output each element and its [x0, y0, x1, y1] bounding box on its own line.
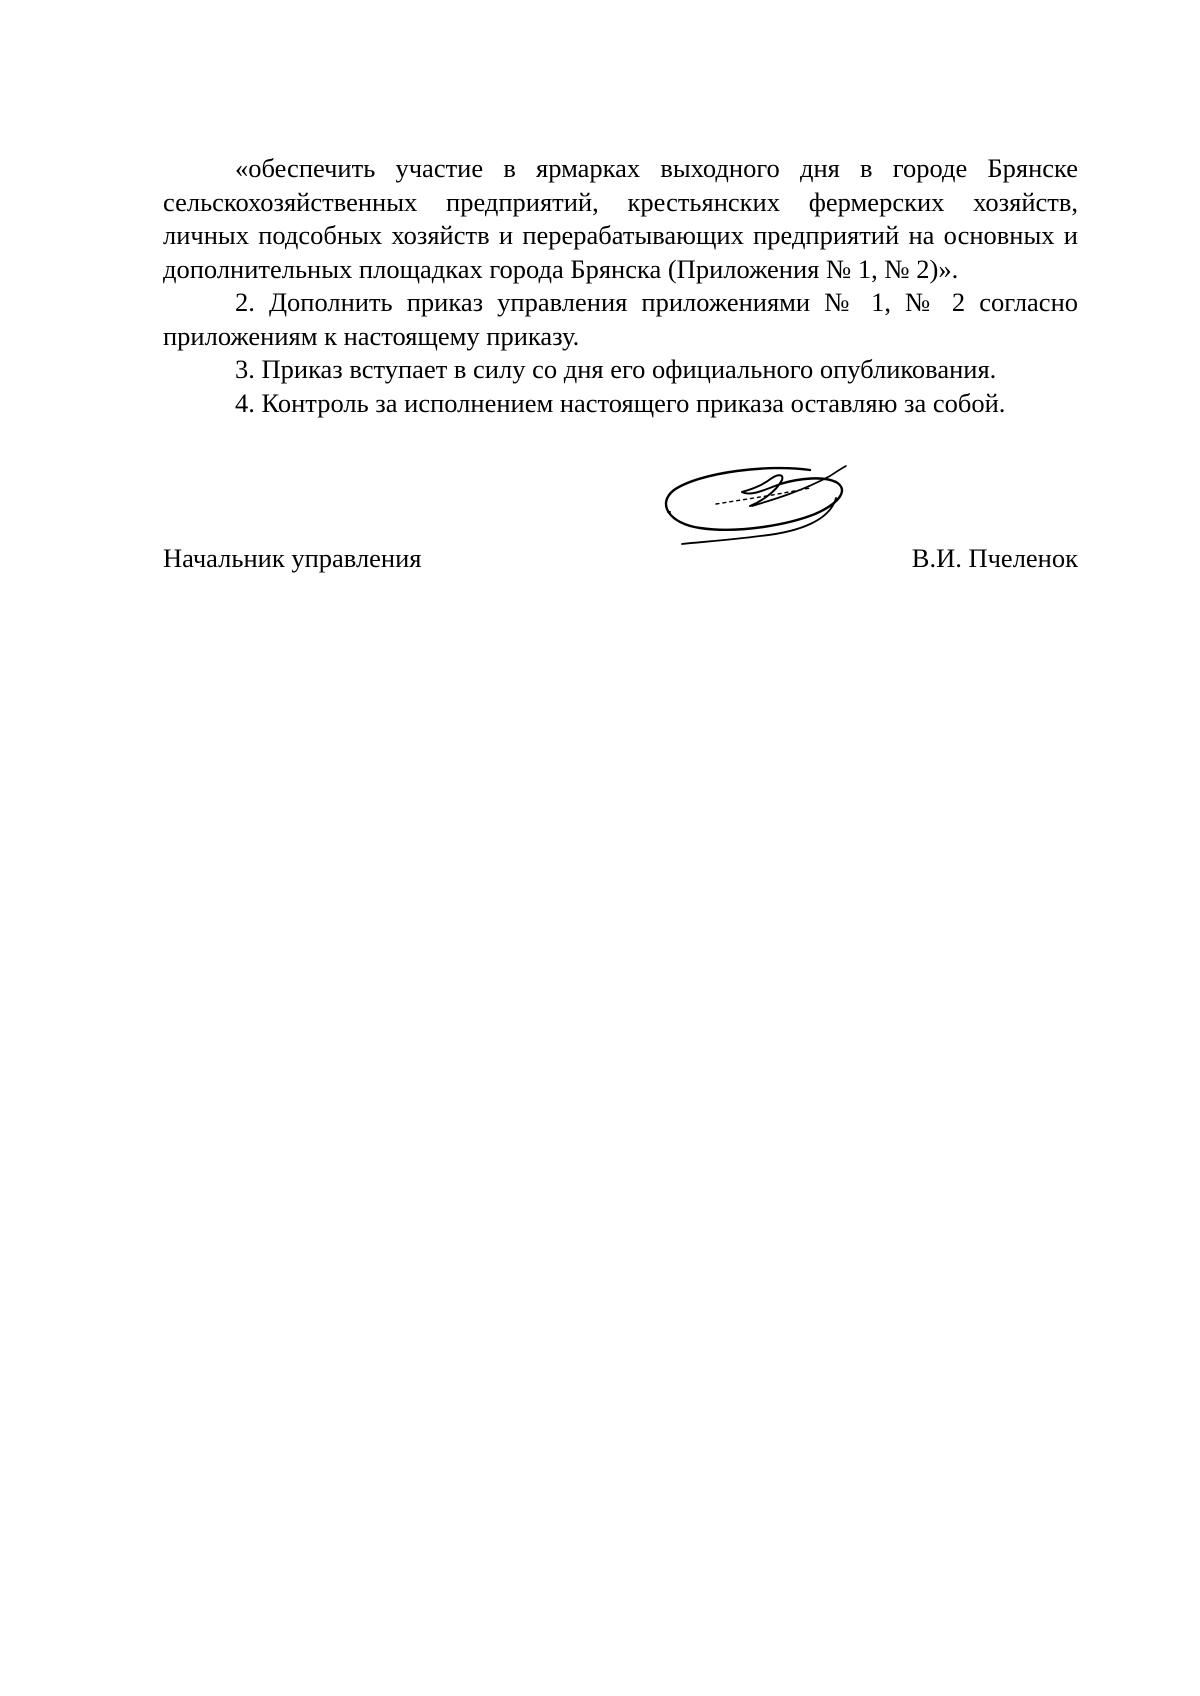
- paragraph-order-clause: «обеспечить участие в ярмарках выходного дня в городе Брянске сельскохозяйственных предприятий, крестьянских фермерских хозяйств, личных подсобных хозяйств и перерабатывающих предприятий на основных и дополнительных площадках города Брянска (Приложения № 1, № 2)».: [163, 153, 1078, 284]
- paragraph-item-4: 4. Контроль за исполнением настоящего приказа оставляю за собой.: [235, 387, 1006, 418]
- signature-row: [163, 542, 1078, 582]
- paragraph-item-2: 2. Дополнить приказ управления приложениями № 1, № 2 согласно приложениям к настоящему приказу.: [163, 287, 1078, 351]
- signer-name: В.И. Пчеленок: [911, 543, 1078, 573]
- signer-position-title: Начальник управления: [163, 543, 422, 573]
- document-body: [163, 152, 1078, 420]
- paragraph-item-3: 3. Приказ вступает в силу со дня его официального опубликования.: [235, 354, 997, 384]
